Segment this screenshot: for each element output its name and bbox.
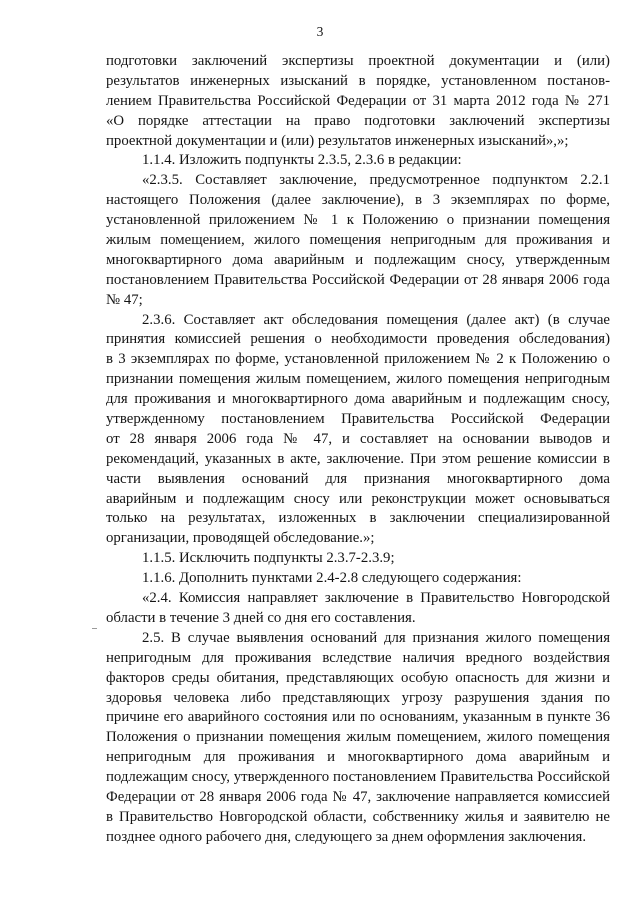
text-line: здоровья человека либо представляющих угрозу разрушения здания по (106, 689, 610, 706)
text-line: рекомендаций, указанных в акте, заключение. При этом решение комиссии в (106, 450, 610, 467)
text-line: жилым помещением, жилого помещения непригодным для проживания и (106, 232, 610, 249)
text-line: 2.5. В случае выявления оснований для признания жилого помещения (142, 629, 610, 646)
text-line: аварийным и подлежащим сносу или реконструкции может основываться (106, 490, 610, 507)
text-line: в Правительство Новгородской области, собственнику жилья и заявителю не (106, 808, 610, 825)
text-line: принятия комиссией решения о необходимости проведения обследования) (106, 331, 610, 348)
text-line: подлежащим сносу, утвержденного постановлением Правительства Российской (106, 769, 610, 786)
text-line: 2.3.6. Составляет акт обследования помещения (далее акт) (в случае (142, 311, 610, 328)
text-line: причине его аварийного состояния или по основаниям, указанным в пункте 36 (106, 709, 610, 726)
text-line: факторов среды обитания, представляющих особую опасность для жизни и (106, 669, 610, 686)
text-line: Федерации от 28 января 2006 года № 47, заключение направляется комиссией (106, 788, 610, 805)
text-line: многоквартирного дома аварийным и подлежащим сносу, утвержденным (106, 251, 610, 268)
text-line: «2.3.5. Составляет заключение, предусмотренное подпунктом 2.2.1 (142, 172, 610, 189)
text-line: установленной приложением № 1 к Положению о признании помещения (106, 212, 610, 229)
document-body (106, 52, 610, 848)
text-line: 1.1.6. Дополнить пунктами 2.4-2.8 следующего содержания: (142, 570, 522, 587)
text-line: для проживания и многоквартирного дома аварийным и подлежащим сносу, (106, 391, 610, 408)
text-line: подготовки заключений экспертизы проектной документации и (или) (106, 53, 610, 69)
text-line: непригодным для проживания и многоквартирного дома аварийным и (106, 749, 610, 766)
text-line: «О порядке аттестации на право подготовки заключений экспертизы (106, 112, 610, 129)
text-line: позднее одного рабочего дня, следующего за днем оформления заключения. (106, 828, 587, 845)
text-line: № 47; (106, 291, 143, 308)
text-line: утвержденному постановлением Правительства Российской Федерации (106, 411, 610, 428)
text-line: 1.1.4. Изложить подпункты 2.3.5, 2.3.6 в редакции: (142, 152, 462, 169)
text-line: в 3 экземплярах по форме, установленной приложением № 2 к Положению о (106, 351, 610, 368)
text-line: области в течение 3 дней со дня его составления. (106, 609, 416, 626)
text-line: 1.1.5. Исключить подпункты 2.3.7-2.3.9; (142, 550, 395, 567)
text-line: проектной документации и (или) результатов инженерных изысканий»,»; (106, 132, 569, 149)
text-line: организации, проводящей обследование.»; (106, 530, 375, 547)
text-line: настоящего Положения (далее заключение), в 3 экземплярах по форме, (106, 192, 610, 209)
text-line: результатов инженерных изысканий в порядке, установленном постанов- (106, 72, 610, 89)
text-line: части выявления оснований для признания многоквартирного дома (106, 470, 610, 487)
margin-mark (92, 628, 97, 629)
text-line: только на результатах, изложенных в заключении специализированной (106, 510, 610, 527)
text-line: «2.4. Комиссия направляет заключение в Правительство Новгородской (142, 590, 610, 607)
text-line: признании помещения жилым помещением, жилого помещения непригодным (106, 371, 610, 388)
text-line: непригодным для проживания вследствие наличия вредного воздействия (106, 649, 610, 666)
text-line: от 28 января 2006 года № 47, и составляет на основании выводов и (106, 430, 610, 447)
page-number: 3 (316, 24, 324, 39)
text-line: лением Правительства Российской Федерации от 31 марта 2012 года № 271 (106, 92, 610, 109)
text-line: Положения о признании помещения жилым помещением, жилого помещения (106, 729, 610, 746)
text-line: постановлением Правительства Российской Федерации от 28 января 2006 года (106, 271, 610, 288)
